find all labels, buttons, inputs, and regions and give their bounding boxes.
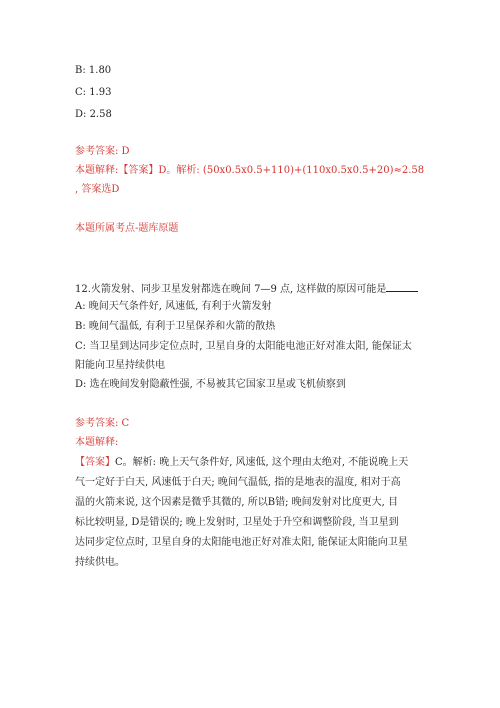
option-c-continued: 阳能向卫星持续供电 bbox=[75, 360, 165, 371]
explanation-text: C。解析: 晚上天气条件好, 风速低, 这个理由太绝对, 不能说晚上天 bbox=[115, 457, 409, 468]
explanation-line: 达同步定位点时, 卫星自身的太阳能电池正好对准太阳, 能保证太阳能向卫星 bbox=[75, 537, 408, 548]
option-d: D: 2.58 bbox=[75, 109, 112, 120]
option-b: B: 1.80 bbox=[75, 65, 112, 76]
explanation-label: 本题解释: bbox=[75, 437, 119, 448]
explanation-line: 本题解释:【答案】D。解析: (50x0.5x0.5+110)+(110x0.5x0.5+20)≈2.58 bbox=[75, 165, 425, 176]
answer-label: 参考答案: C bbox=[75, 418, 130, 429]
explanation-line: 气一定好于白天, 风速低于白天; 晚间气温低, 指的是地表的温度, 相对于高 bbox=[75, 477, 401, 488]
category-label: 本题所属考点-题库原题 bbox=[75, 223, 179, 234]
option-c: C: 1.93 bbox=[75, 87, 112, 98]
option-a: A: 晚间天气条件好, 风速低, 有利于火箭发射 bbox=[75, 301, 272, 312]
explanation-line: 持续供电。 bbox=[75, 557, 125, 568]
explanation-line: , 答案选D bbox=[75, 184, 120, 195]
explanation-line: 标比较明显, D是错误的; 晚上发射时, 卫星处于升空和调整阶段, 当卫星到 bbox=[75, 517, 399, 528]
option-c: C: 当卫星到达同步定位点时, 卫星自身的太阳能电池正好对准太阳, 能保证太 bbox=[75, 341, 412, 352]
answer-label: 参考答案: D bbox=[75, 146, 130, 157]
option-d: D: 选在晚间发射隐蔽性强, 不易被其它国家卫星或飞机侦察到 bbox=[75, 379, 346, 390]
question-stem bbox=[75, 281, 418, 297]
question-stem-text: 12.火箭发射、同步卫星发射都选在晚间 7—9 点, 这样做的原因可能是 bbox=[75, 284, 387, 295]
option-b: B: 晚间气温低, 有利于卫星保养和火箭的散热 bbox=[75, 321, 276, 332]
explanation-line: 温的火箭来说, 这个因素是微乎其微的, 所以B错; 晚间发射对比度更大, 目 bbox=[75, 497, 398, 508]
answer-tag: 【答案】 bbox=[75, 457, 115, 468]
answer-blank bbox=[386, 281, 418, 292]
explanation-line bbox=[75, 456, 408, 470]
